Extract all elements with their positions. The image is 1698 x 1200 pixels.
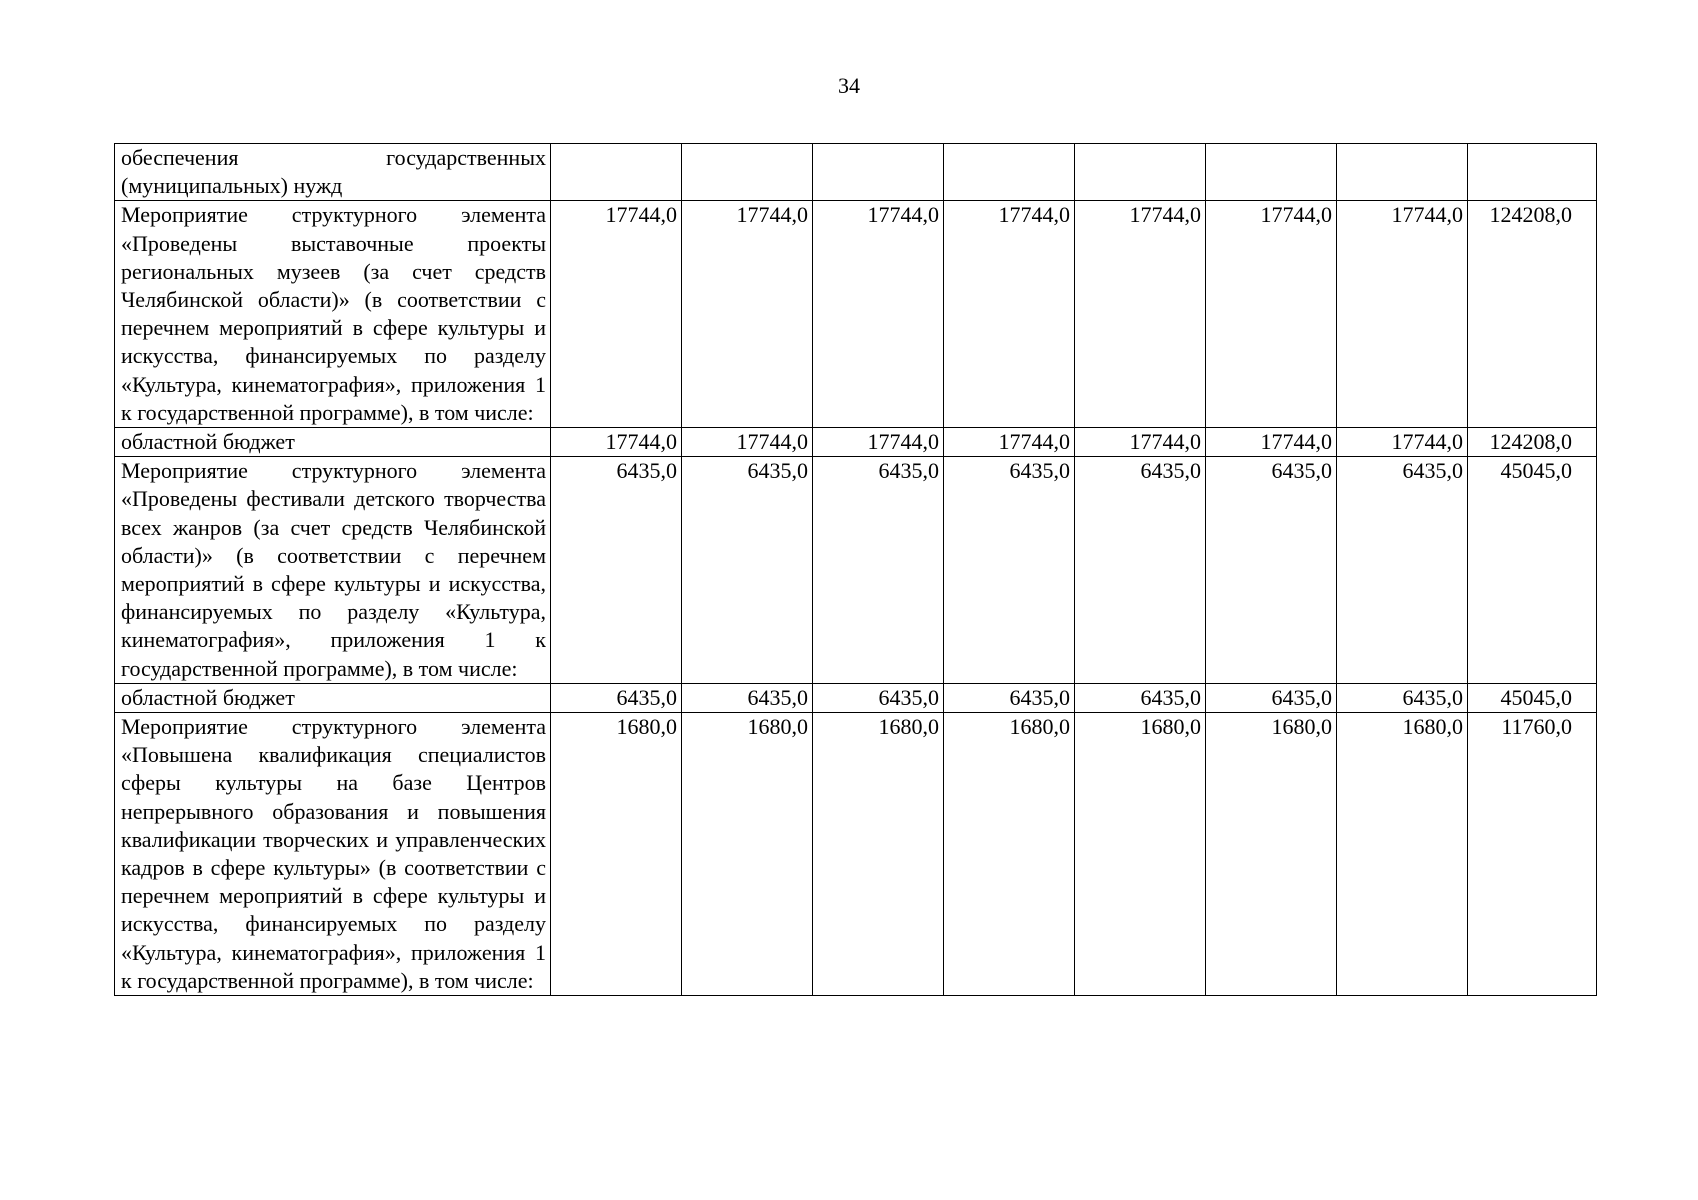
value-cell: 6435,0 — [551, 457, 682, 684]
value-cell: 6435,0 — [813, 683, 944, 712]
row-description: обеспечения государственных (муниципальных) нужд — [115, 144, 551, 201]
value-cell: 6435,0 — [1206, 457, 1337, 684]
table-row — [115, 144, 1597, 201]
table-row — [115, 713, 1597, 996]
value-cell — [944, 144, 1075, 201]
value-cell: 17744,0 — [813, 428, 944, 457]
value-cell: 17744,0 — [944, 201, 1075, 428]
table-row — [115, 428, 1597, 457]
value-cell: 1680,0 — [1337, 713, 1468, 996]
value-cell: 1680,0 — [682, 713, 813, 996]
total-cell: 124208,0 — [1468, 201, 1597, 428]
total-cell: 45045,0 — [1468, 457, 1597, 684]
value-cell: 1680,0 — [551, 713, 682, 996]
row-description: Мероприятие структурного элемента «Проведены выставочные проекты региональных музеев (за счет средств Челябинской области)» (в соответствии с перечнем мероприятий в сфере культуры и искусства, финансируемых по разделу «Культура, кинематография», приложения 1 к государственной программе), в том числе: — [115, 201, 551, 428]
value-cell: 6435,0 — [1337, 457, 1468, 684]
value-cell: 17744,0 — [682, 428, 813, 457]
value-cell — [1206, 144, 1337, 201]
value-cell: 1680,0 — [1206, 713, 1337, 996]
value-cell — [551, 144, 682, 201]
value-cell: 17744,0 — [1206, 201, 1337, 428]
row-description: областной бюджет — [115, 683, 551, 712]
table-row — [115, 201, 1597, 428]
value-cell: 17744,0 — [1075, 201, 1206, 428]
value-cell: 6435,0 — [682, 683, 813, 712]
value-cell — [813, 144, 944, 201]
value-cell — [1075, 144, 1206, 201]
value-cell: 17744,0 — [682, 201, 813, 428]
value-cell: 6435,0 — [1075, 457, 1206, 684]
total-cell: 11760,0 — [1468, 713, 1597, 996]
row-description: областной бюджет — [115, 428, 551, 457]
value-cell: 17744,0 — [1337, 201, 1468, 428]
budget-table — [114, 143, 1597, 996]
value-cell: 6435,0 — [1075, 683, 1206, 712]
row-description: Мероприятие структурного элемента «Проведены фестивали детского творчества всех жанров (за счет средств Челябинской области)» (в соответствии с перечнем мероприятий в сфере культуры и искусства, финансируемых по разделу «Культура, кинематография», приложения 1 к государственной программе), в том числе: — [115, 457, 551, 684]
value-cell: 6435,0 — [944, 683, 1075, 712]
value-cell — [682, 144, 813, 201]
value-cell: 17744,0 — [551, 428, 682, 457]
table-row — [115, 683, 1597, 712]
value-cell: 6435,0 — [944, 457, 1075, 684]
value-cell: 17744,0 — [1075, 428, 1206, 457]
total-cell: 124208,0 — [1468, 428, 1597, 457]
total-cell — [1468, 144, 1597, 201]
table-row — [115, 457, 1597, 684]
page-number: 34 — [838, 73, 860, 98]
value-cell: 6435,0 — [813, 457, 944, 684]
row-description: Мероприятие структурного элемента «Повышена квалификация специалистов сферы культуры на базе Центров непрерывного образования и повышения квалификации творческих и управленческих кадров в сфере культуры» (в соответствии с перечнем мероприятий в сфере культуры и искусства, финансируемых по разделу «Культура, кинематография», приложения 1 к государственной программе), в том числе: — [115, 713, 551, 996]
value-cell: 17744,0 — [1206, 428, 1337, 457]
value-cell: 6435,0 — [551, 683, 682, 712]
value-cell: 1680,0 — [1075, 713, 1206, 996]
value-cell: 1680,0 — [944, 713, 1075, 996]
value-cell: 6435,0 — [1206, 683, 1337, 712]
value-cell: 6435,0 — [682, 457, 813, 684]
value-cell: 1680,0 — [813, 713, 944, 996]
value-cell: 6435,0 — [1337, 683, 1468, 712]
value-cell: 17744,0 — [944, 428, 1075, 457]
value-cell: 17744,0 — [551, 201, 682, 428]
value-cell: 17744,0 — [1337, 428, 1468, 457]
value-cell — [1337, 144, 1468, 201]
value-cell: 17744,0 — [813, 201, 944, 428]
total-cell: 45045,0 — [1468, 683, 1597, 712]
